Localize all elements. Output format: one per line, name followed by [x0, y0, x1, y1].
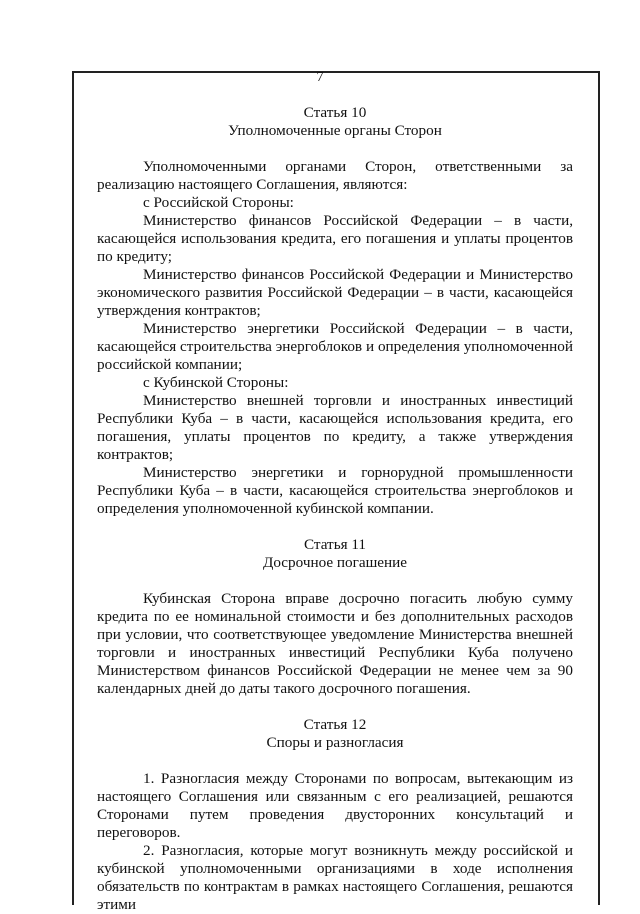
article-11: [97, 536, 573, 698]
paragraph: 2. Разногласия, которые могут возникнуть между российской и кубинской уполномоченными организациями в ходе исполнения обязательств по контрактам в рамках настоящего Соглашения, решаются этими: [97, 842, 573, 913]
article-10: [97, 104, 573, 518]
article-title: Уполномоченные органы Сторон: [228, 122, 442, 139]
article-heading: Статья 12: [303, 716, 367, 733]
paragraph: Министерство внешней торговли и иностранных инвестиций Республики Куба – в части, касающейся использования кредита, его погашения, уплаты процентов по кредиту, а также утверждения контрактов;: [97, 392, 573, 463]
article-heading: Статья 10: [303, 104, 367, 121]
paragraph: Министерство энергетики и горнорудной промышленности Республики Куба – в части, касающейся строительства энергоблоков и определения уполномоченной кубинской компании.: [97, 464, 573, 517]
paragraph: Министерство финансов Российской Федерации – в части, касающейся использования кредита, его погашения и уплаты процентов по кредиту;: [97, 212, 573, 265]
article-title: Споры и разногласия: [266, 734, 404, 751]
section-gap: [97, 518, 573, 536]
paragraph: 1. Разногласия между Сторонами по вопросам, вытекающим из настоящего Соглашения или связанным с его реализацией, решаются Сторонами путем проведения двусторонних консультаций и переговоров.: [97, 770, 573, 841]
page-number: 7: [316, 70, 324, 85]
paragraph: с Кубинской Стороны:: [143, 374, 289, 391]
article-heading: Статья 11: [303, 536, 367, 553]
paragraph: Министерство энергетики Российской Федерации – в части, касающейся строительства энергоблоков и определения уполномоченной российской компании;: [97, 320, 573, 373]
article-title: Досрочное погашение: [262, 554, 408, 571]
paragraph: Министерство финансов Российской Федерации и Министерство экономического развития Российской Федерации – в части, касающейся утверждения контрактов;: [97, 266, 573, 319]
section-gap: [97, 698, 573, 716]
document-body: [97, 104, 573, 914]
paragraph: Уполномоченными органами Сторон, ответственными за реализацию настоящего Соглашения, являются:: [97, 158, 573, 193]
paragraph: Кубинская Сторона вправе досрочно погасить любую сумму кредита по ее номинальной стоимости и без дополнительных расходов при условии, что соответствующее уведомление Министерства внешней торговли и иностранных инвестиций Республики Куба получено Министерством финансов Российской Федерации не менее чем за 90 календарных дней до даты такого досрочного погашения.: [97, 590, 573, 697]
paragraph: с Российской Стороны:: [143, 194, 294, 211]
article-12: [97, 716, 573, 914]
